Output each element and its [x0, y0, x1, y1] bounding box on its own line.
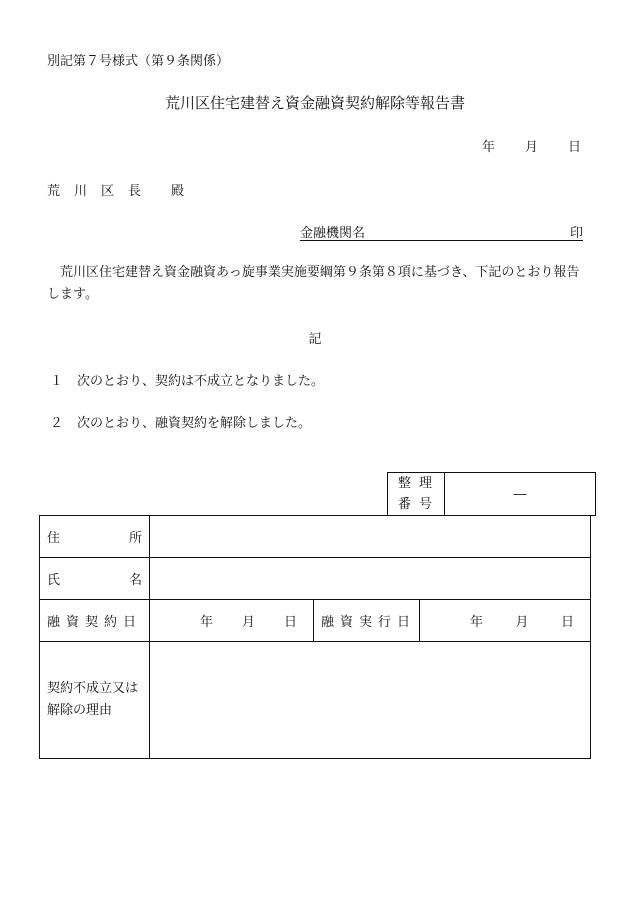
institution-label: 金融機関名 [300, 226, 366, 241]
reason-field[interactable] [150, 642, 591, 759]
registration-number-table [387, 472, 596, 516]
item-text: 次のとおり、融資契約を解除しました。 [77, 416, 312, 431]
date-day-label: 日 [567, 140, 581, 155]
contract-date-field[interactable]: 年 月 日 [150, 600, 314, 642]
addressee [47, 180, 184, 199]
date-month-label: 月 [524, 140, 538, 155]
name-label: 氏 名 [40, 558, 150, 600]
execution-date-label: 融資実行日 [314, 600, 420, 642]
item-number: １ [50, 374, 64, 389]
registration-label: 整理 番号 [388, 473, 445, 516]
item-number: ２ [50, 416, 64, 431]
address-field[interactable] [150, 516, 591, 558]
body-text: 荒川区住宅建替え資金融資あっ旋事業実施要綱第９条第８項に基づき、下記のとおり報告します。 [47, 265, 580, 302]
seal-mark: 印 [569, 226, 583, 241]
report-date [482, 136, 581, 155]
address-label: 住 所 [40, 516, 150, 558]
item-text: 次のとおり、契約は不成立となりました。 [77, 374, 325, 389]
registration-value[interactable]: ― [445, 473, 596, 516]
list-item [50, 412, 311, 431]
ki-heading: 記 [308, 332, 322, 347]
date-year-label: 年 [481, 140, 495, 155]
form-number: 別記第７号様式（第９条関係） [47, 54, 230, 69]
report-table [39, 515, 591, 759]
document-title: 荒川区住宅建替え資金融資契約解除等報告書 [164, 94, 465, 112]
name-field[interactable] [150, 558, 591, 600]
execution-date-field[interactable]: 年 月 日 [420, 600, 591, 642]
addressee-name: 荒川区長 [47, 184, 156, 199]
reason-label: 契約不成立又は解除の理由 [40, 642, 150, 759]
list-item [50, 370, 324, 389]
addressee-honorific: 殿 [171, 184, 185, 199]
contract-date-label: 融資契約日 [40, 600, 150, 642]
institution-signature-line [300, 222, 583, 241]
